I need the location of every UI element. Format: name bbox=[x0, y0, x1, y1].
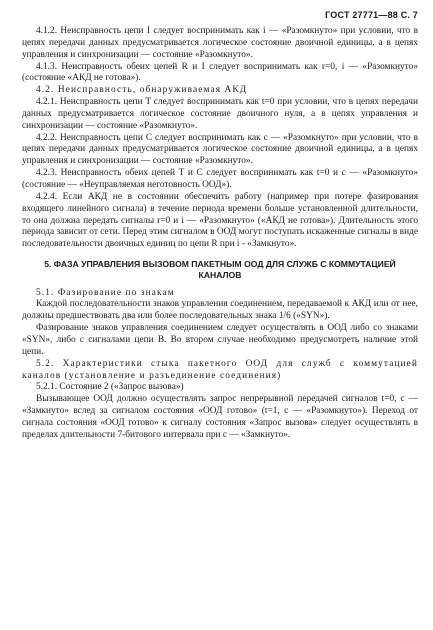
paragraph-5-1-a: Каждой последовательности знаков управления соединением, передаваемой к АКД или от нее, должны предшествовать два или более последовательных знака 1/6 («SYN»). bbox=[22, 299, 418, 322]
subheading-4-2: 4.2. Неисправность, обнаруживаемая АКД bbox=[36, 85, 248, 96]
section-5-heading: 5. ФАЗА УПРАВЛЕНИЯ ВЫЗОВОМ ПАКЕТНЫМ ООД ДЛЯ СЛУЖБ С КОММУТАЦИЕЙ КАНАЛОВ bbox=[44, 259, 396, 281]
subheading-5-2-1: 5.2.1. Состояние 2 («Запрос вызова») bbox=[36, 382, 184, 393]
paragraph-5-2-1: Вызывающее ООД должно осуществлять запрос непрерывной передачей сигналов t=0, c — «Замкнуто» вслед за сигналом состояния «ООД готово» (t=1, c — «Разомкнуто»). Переход от сигнала состояния «ООД готово» к сигналу состояния «Запрос вызова» следует осуществлять в пределах длительности 7-битового интервала при c — «Замкнуто». bbox=[22, 394, 418, 440]
subheading-5-2: 5.2. Характеристики стыка пакетного ООД для служб с коммутацией каналов (установление и разъединение соединения) bbox=[22, 358, 418, 381]
paragraph-4-2-2: 4.2.2. Неисправность цепи C следует воспринимать как c — «Разомкнуто» при условии, что в цепях передачи данных предусматривается логическое состояние двоичной единицы, а в цепях управления и синхронизации — состояние «Разомкнуто». bbox=[22, 132, 418, 167]
paragraph-4-1-3: 4.1.3. Неисправность обеих цепей R и I следует воспринимать как r=0, i — «Разомкнуто» (состояние «АКД не готова»). bbox=[22, 61, 418, 84]
paragraph-4-2-4: 4.2.4. Если АКД не в состоянии обеспечить работу (например при потере фазирования входящего линейного сигнала) в течение периода времени больше установленной длительности, то она должна передать сигналы r=0 и i — «Разомкнуто» («АКД не готова»). Длительность этого периода зависит от сети. Перед этим сигналом в ООД могут поступать искаженные сигналы в виде последовательности двоичных единиц по цепи R при i - «Замкнуто». bbox=[22, 191, 418, 250]
paragraph-4-1-2: 4.1.2. Неисправность цепи I следует воспринимать как i — «Разомкнуто» при условии, что в цепях передачи данных предусматривается логическое состояние двоичной единицы, а в цепях управления и синхронизации — состояние «Разомкнуто». bbox=[22, 26, 418, 60]
paragraph-4-2-1: 4.2.1. Неисправность цепи T следует воспринимать как t=0 при условии, что в цепях передачи данных предусматривается логическое состояние двоичного нуля, а в цепях управления и синхронизации — состояние «Разомкнуто». bbox=[22, 97, 418, 131]
paragraph-5-1-b: Фазирование знаков управления соединением следует осуществлять в ООД либо со знаками «SYN», либо с сигналами цепи B. Во втором случае необходимо предусмотреть наличие этой цепи. bbox=[22, 323, 418, 357]
paragraph-4-2-3: 4.2.3. Неисправность обеих цепей T и C следует воспринимать как t=0 и c — «Разомкнуто» (состояние — «Неуправляемая неготовность ООД»). bbox=[22, 168, 418, 190]
document-page bbox=[22, 10, 418, 442]
subheading-5-1: 5.1. Фазирование по знакам bbox=[36, 287, 175, 298]
page-header: ГОСТ 27771—88 С. 7 bbox=[325, 10, 418, 20]
